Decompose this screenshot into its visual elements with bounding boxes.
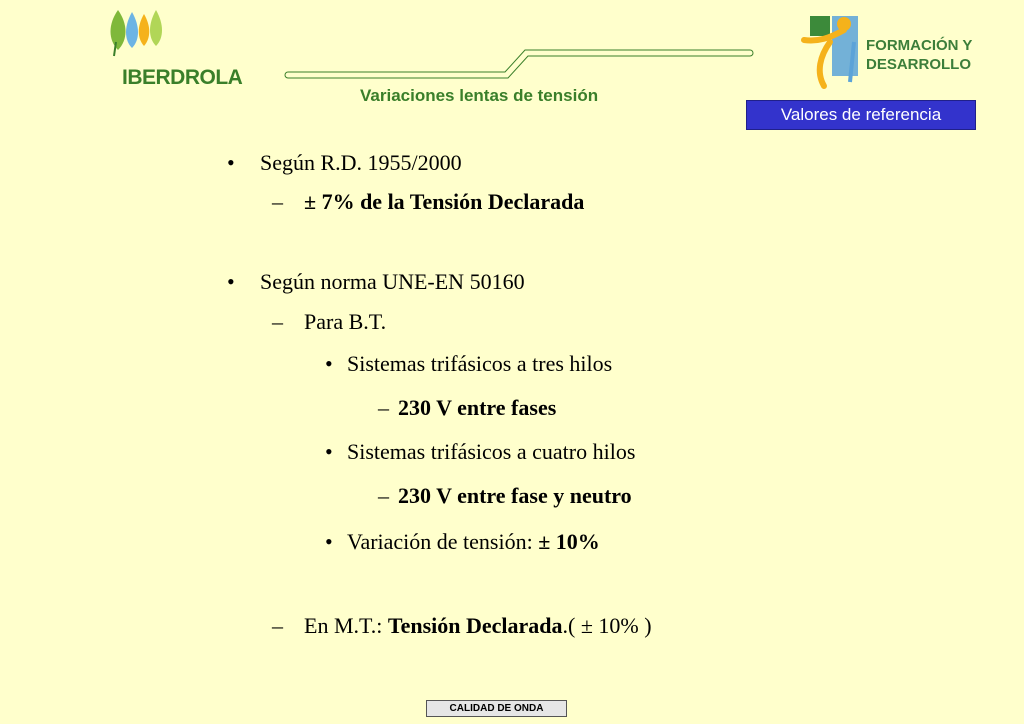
sub-text	[304, 613, 652, 639]
dash-marker: –	[272, 189, 283, 214]
bullet-marker: •	[325, 529, 333, 554]
variacion-value: ± 10%	[538, 529, 600, 554]
leaf-drops-icon	[104, 6, 184, 66]
footer-label: CALIDAD DE ONDA	[426, 700, 567, 717]
sub-para-bt	[272, 309, 387, 335]
sub-text: Para B.T.	[304, 309, 387, 334]
slide-title: Variaciones lentas de tensión	[360, 86, 599, 105]
sub-en-mt	[272, 613, 652, 639]
sub-text: 230 V entre fase y neutro	[398, 483, 632, 508]
logo-line-2: DESARROLLO	[866, 56, 971, 73]
bullet-marker: •	[227, 150, 235, 175]
header-divider	[280, 42, 760, 82]
iberdrola-logo	[104, 6, 274, 92]
figure-icon	[800, 12, 864, 92]
dash-marker: –	[272, 309, 283, 334]
bullet-text: Sistemas trifásicos a cuatro hilos	[347, 439, 636, 464]
sub-entre-fases	[378, 395, 557, 421]
sub-text: ± 7% de la Tensión Declarada	[304, 189, 585, 214]
bullet-text: Sistemas trifásicos a tres hilos	[347, 351, 613, 376]
reference-badge: Valores de referencia	[746, 100, 976, 130]
brand-name: IBERDROLA	[122, 66, 243, 89]
bullet-text: Según norma UNE-EN 50160	[260, 269, 525, 294]
bullet-marker: •	[325, 351, 333, 376]
bullet-rd-1955	[227, 150, 462, 176]
dash-marker: –	[378, 395, 389, 420]
bullet-text	[347, 529, 600, 555]
mt-bold: Tensión Declarada	[387, 613, 563, 638]
bullet-tres-hilos	[325, 351, 613, 377]
bullet-variacion	[325, 529, 600, 555]
bullet-cuatro-hilos	[325, 439, 636, 465]
variacion-label: Variación de tensión:	[347, 529, 539, 554]
bullet-une-en-50160	[227, 269, 525, 295]
dash-marker: –	[378, 483, 389, 508]
mt-label: En M.T.:	[304, 613, 388, 638]
bullet-text: Según R.D. 1955/2000	[260, 150, 462, 175]
bullet-marker: •	[325, 439, 333, 464]
dash-marker: –	[272, 613, 283, 638]
mt-tail: .( ± 10% )	[562, 613, 652, 638]
logo-line-1: FORMACIÓN Y	[866, 37, 973, 54]
sub-tension-declarada	[272, 189, 585, 215]
sub-fase-neutro	[378, 483, 632, 509]
bullet-marker: •	[227, 269, 235, 294]
formacion-desarrollo-logo	[800, 12, 1000, 92]
sub-text: 230 V entre fases	[398, 395, 557, 420]
